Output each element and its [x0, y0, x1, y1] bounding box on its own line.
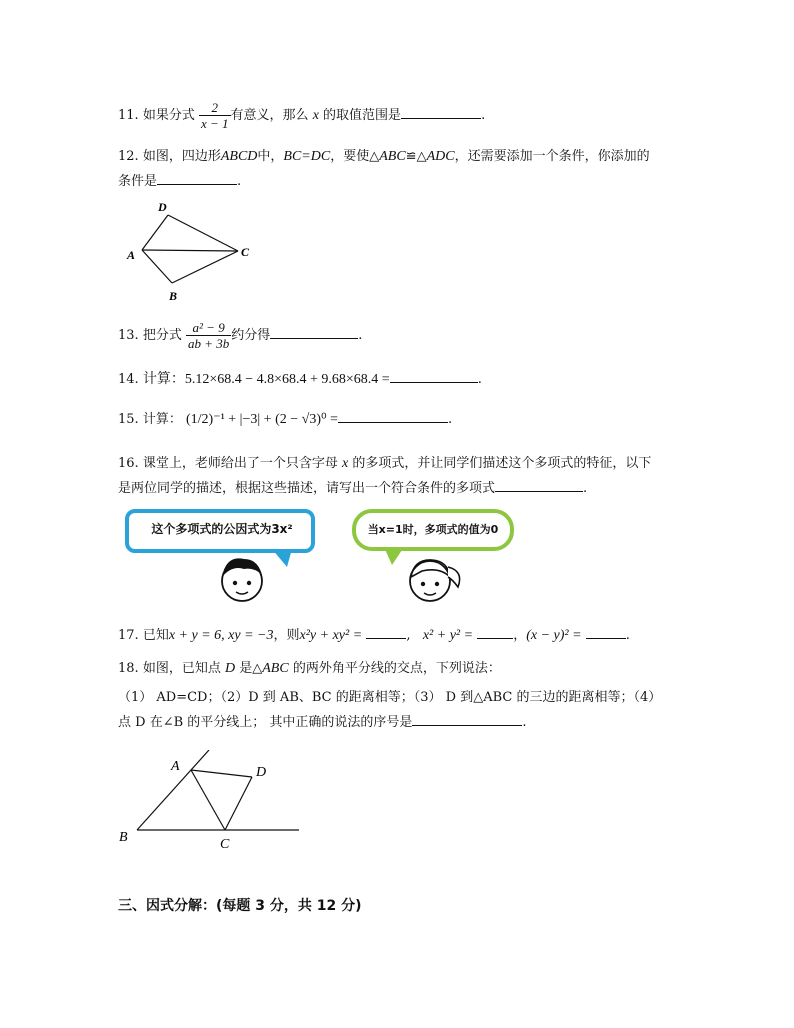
q14-answer-blank[interactable] [390, 370, 478, 383]
question-18-line2 [118, 686, 661, 705]
q11-frac-denominator: x − 1 [200, 116, 229, 131]
q17-period: . [625, 628, 630, 643]
q11-number: 11. [118, 108, 139, 123]
q18-text-line3: 点 D 在∠B 的平分线上； 其中正确的说法的序号是 [118, 715, 413, 730]
q16-var: x [341, 456, 349, 471]
label-c: C [241, 245, 250, 259]
q11-fraction [199, 100, 231, 131]
bubble-1-tail [272, 549, 292, 567]
q17-answer-blank-1[interactable] [366, 626, 406, 639]
q17-number: 17. [118, 628, 139, 643]
q12-text-c: ，要使△ [330, 149, 380, 164]
q18-text-line2: （1） AD=CD；（2）D 到 AB、BC 的距离相等；（3） D 到△ABC 的三边的距离相等；（4） [118, 690, 662, 705]
label-b: B [169, 289, 178, 303]
q17-text: 已知 [142, 628, 169, 643]
q11-period: . [481, 108, 486, 123]
question-18-line3 [118, 711, 527, 730]
q13-frac-denominator: ab + 3b [187, 336, 230, 351]
label-d: D [256, 765, 267, 780]
question-17: 17. 已知x + y = 6, xy = −3，则x²y + xy² = , x² + y² = ，(x − y)² = . [118, 628, 630, 643]
q13-frac-numerator: a² − 9 [186, 320, 231, 336]
question-12-line2 [118, 170, 241, 189]
q15-text: 计算： [142, 412, 182, 427]
q11-answer-blank[interactable] [401, 106, 481, 119]
q12-answer-blank[interactable] [157, 172, 237, 185]
q15-number: 15. [118, 412, 139, 427]
question-15 [118, 408, 452, 428]
label-a: A [171, 759, 180, 774]
q12-congruent: ≌△ [405, 149, 427, 164]
q16-text-b: 的多项式，并让同学们描述这个多项式的特征，以下 [352, 456, 652, 471]
q14-expression: 计算：5.12×68.4 − 4.8×68.4 + 9.68×68.4 = [142, 372, 390, 387]
q12-text-b: 中， [257, 149, 284, 164]
q17-answer-blank-2[interactable] [477, 626, 513, 639]
q13-fraction [186, 320, 231, 351]
q15-period: . [448, 412, 453, 427]
q14-number: 14. [118, 372, 139, 387]
figure-quadrilateral [120, 198, 260, 308]
q12-period: . [237, 174, 242, 189]
q17-condition: x + y = 6, xy = −3 [168, 628, 274, 643]
q13-text-2: 约分得 [231, 328, 271, 343]
q17-expr-2: x² + y² = [422, 628, 474, 643]
q11-frac-numerator: 2 [199, 100, 231, 116]
q18-answer-blank[interactable] [412, 713, 522, 726]
q18-period: . [522, 715, 527, 730]
bubble-1-text: 这个多项式的公因式为3x² [151, 522, 293, 536]
label-a: A [127, 248, 136, 262]
question-18-line1 [118, 657, 501, 677]
q13-answer-blank[interactable] [270, 326, 358, 339]
q12-text: 如图，四边形 [142, 149, 221, 164]
q18-text: 如图，已知点 [142, 661, 221, 676]
q12-number: 12. [118, 149, 139, 164]
q17-expr-1: x²y + xy² = [299, 628, 363, 643]
figure-triangle [115, 750, 335, 860]
q18-text-b: 是△ [239, 661, 263, 676]
q18-text-c: 的两外角平分线的交点，下列说法： [292, 661, 501, 676]
section-heading: 三、因式分解：(每题 3 分，共 12 分) [118, 898, 362, 914]
q14-period: . [477, 372, 482, 387]
q11-text: 如果分式 [142, 108, 195, 123]
q18-number: 18. [118, 661, 139, 676]
q15-expression: (1/2)⁻¹ + |−3| + (2 − √3)⁰ = [185, 412, 338, 427]
q11-text-3: 的取值范围是 [323, 108, 402, 123]
q11-text-2: 有意义，那么 [230, 108, 309, 123]
q16-number: 16. [118, 456, 139, 471]
question-14 [118, 368, 482, 388]
bubble-2-tail [384, 547, 404, 565]
bubble-2-text: 当x=1时，多项式的值为0 [367, 523, 499, 536]
q12-abc: ABC [379, 149, 406, 164]
q12-text-d: ，还需要添加一个条件，你添加的 [454, 149, 650, 164]
label-c: C [220, 837, 230, 852]
question-13 [118, 320, 362, 351]
q13-text: 把分式 [142, 328, 182, 343]
q12-abcd: ABCD [220, 149, 258, 164]
q16-answer-blank[interactable] [495, 479, 583, 492]
q16-period: . [583, 481, 588, 496]
girl-face-icon [410, 560, 460, 601]
q13-number: 13. [118, 328, 139, 343]
label-b: B [119, 830, 128, 845]
q12-bcdc: BC=DC [283, 149, 331, 164]
q17-answer-blank-3[interactable] [586, 626, 626, 639]
q12-adc: ADC [426, 149, 455, 164]
question-12-line1 [118, 145, 650, 165]
question-16-line2 [118, 477, 587, 496]
q17-expr-3: (x − y)² = [526, 628, 582, 643]
q17-text-b: ，则 [273, 628, 300, 643]
q12-text-line2: 条件是 [118, 174, 158, 189]
q16-text: 课堂上，老师给出了一个只含字母 [142, 456, 338, 471]
question-16-line1 [118, 452, 651, 472]
q13-period: . [358, 328, 363, 343]
q15-answer-blank[interactable] [338, 410, 448, 423]
boy-face-icon [222, 558, 262, 601]
q11-var: x [312, 108, 319, 123]
label-d: D [158, 200, 167, 214]
q18-abc: ABC [262, 661, 289, 676]
question-11 [118, 100, 485, 131]
q16-text-line2: 是两位同学的描述，根据这些描述，请写出一个符合条件的多项式 [118, 481, 496, 496]
q18-d: D [224, 661, 236, 676]
